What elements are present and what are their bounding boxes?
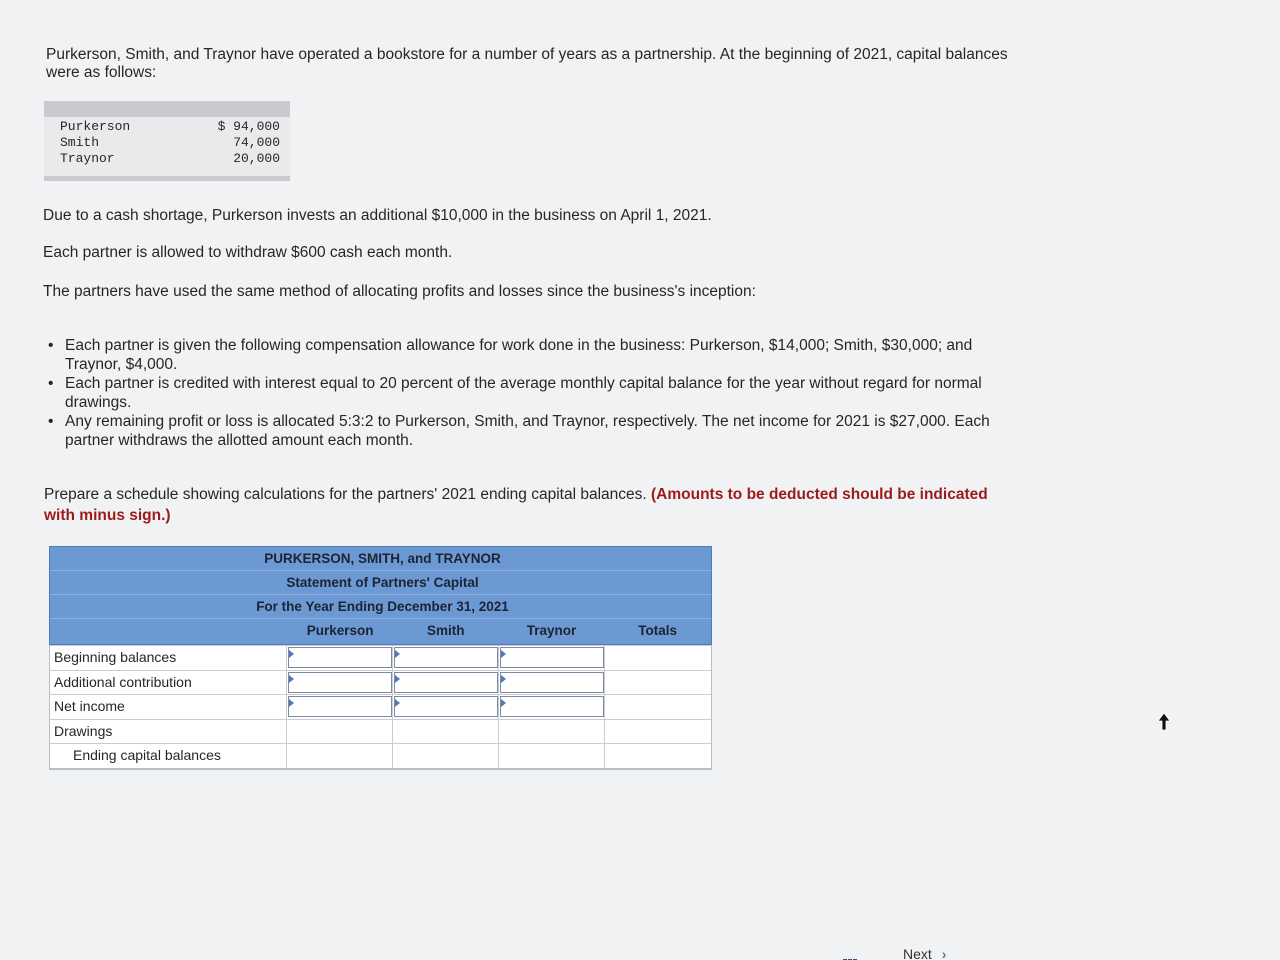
partner-amount: 20,000: [233, 151, 280, 166]
partner-name: Purkerson: [60, 119, 131, 134]
additional-contribution-traynor-input[interactable]: [500, 672, 604, 693]
table-cell: [499, 695, 605, 719]
row-label: Drawings: [50, 720, 287, 744]
beginning-balance-total-cell: [605, 646, 711, 670]
ending-balance-purkerson-cell: [287, 744, 393, 768]
additional-contribution-purkerson-input[interactable]: [288, 672, 392, 693]
drawings-total-cell: [605, 720, 711, 744]
table-cell: [393, 646, 499, 670]
drawings-smith-cell: [393, 720, 499, 744]
table-row: [50, 694, 711, 719]
partner-amount: $ 94,000: [217, 119, 280, 134]
row-label: Beginning balances: [50, 646, 287, 670]
statement-title: PURKERSON, SMITH, and TRAYNOR: [50, 547, 711, 571]
drawings-purkerson-cell: [287, 720, 393, 744]
beginning-balance-traynor-input[interactable]: [500, 647, 604, 668]
row-label: Additional contribution: [50, 671, 287, 695]
additional-contribution-smith-input[interactable]: [394, 672, 498, 693]
problem-intro: Purkerson, Smith, and Traynor have operated a bookstore for a number of years as a partnership. At the beginning of 2021, capital balances were as follows:: [46, 46, 1008, 81]
table-row: [50, 743, 711, 768]
table-row: [50, 719, 711, 744]
list-item: • Any remaining profit or loss is allocated 5:3:2 to Purkerson, Smith, and Traynor, respectively. The net income for 2021 is $27,000. Each partner withdraws the allotted amount each month.: [48, 412, 1028, 450]
drawings-traynor-cell: [499, 720, 605, 744]
column-headers: [50, 619, 711, 644]
input-marker-icon: [289, 650, 294, 658]
additional-contribution-total-cell: [605, 671, 711, 695]
input-marker-icon: [289, 699, 294, 707]
column-header-traynor: Traynor: [526, 623, 577, 638]
column-header-totals: Totals: [638, 623, 678, 638]
beginning-balance-purkerson-input[interactable]: [288, 647, 392, 668]
table-cell: [287, 695, 393, 719]
input-marker-icon: [501, 650, 506, 658]
chevron-right-icon: ›: [941, 946, 947, 960]
label-column-header: [50, 619, 287, 644]
net-income-purkerson-input[interactable]: [288, 696, 392, 717]
column-header-smith: Smith: [427, 623, 465, 638]
ending-balance-traynor-cell: [499, 744, 605, 768]
next-button[interactable]: [903, 946, 946, 960]
instruction: [44, 484, 994, 526]
row-label: Net income: [50, 695, 287, 719]
table-cell: [393, 695, 499, 719]
instruction-text: Prepare a schedule showing calculations for the partners' 2021 ending capital balances.: [44, 486, 647, 503]
table-cell: [287, 671, 393, 695]
next-label: Next: [903, 946, 932, 960]
capital-balances-table: [44, 101, 290, 181]
net-income-traynor-input[interactable]: [500, 696, 604, 717]
capital-row: [44, 119, 290, 135]
ending-balance-total-cell: [605, 744, 711, 768]
input-marker-icon: [501, 699, 506, 707]
row-label: Ending capital balances: [50, 744, 287, 768]
partner-amount: 74,000: [233, 135, 280, 150]
input-marker-icon: [395, 699, 400, 707]
input-marker-icon: [289, 675, 294, 683]
statement-body: [49, 645, 712, 770]
allocation-rules-list: [48, 336, 1028, 450]
net-income-smith-input[interactable]: [394, 696, 498, 717]
capital-row: [44, 135, 290, 151]
statement-header: [49, 546, 712, 645]
partner-name: Traynor: [60, 151, 115, 166]
table-row: [50, 645, 711, 670]
paragraph-allocation-method: The partners have used the same method of allocating profits and losses since the business's inception:: [43, 283, 756, 300]
beginning-balance-smith-input[interactable]: [394, 647, 498, 668]
net-income-total-cell: [605, 695, 711, 719]
grid-icon[interactable]: [843, 950, 859, 960]
table-row: [50, 670, 711, 695]
table-cell: [499, 646, 605, 670]
table-cell: [499, 671, 605, 695]
capital-row: [44, 151, 290, 167]
ending-balance-smith-cell: [393, 744, 499, 768]
list-item: • Each partner is given the following compensation allowance for work done in the business: Purkerson, $14,000; Smith, $30,000; and Traynor, $4,000.: [48, 336, 1028, 374]
statement-of-partners-capital: [49, 546, 712, 770]
table-cell: [393, 671, 499, 695]
table-cell: [287, 646, 393, 670]
paragraph-withdraw: Each partner is allowed to withdraw $600 cash each month.: [43, 244, 453, 261]
column-header-purkerson: Purkerson: [306, 623, 374, 638]
list-item: • Each partner is credited with interest equal to 20 percent of the average monthly capital balance for the year without regard for normal drawings.: [48, 374, 1028, 412]
statement-period: For the Year Ending December 31, 2021: [50, 595, 711, 619]
partner-name: Smith: [60, 135, 100, 150]
statement-subtitle: Statement of Partners' Capital: [50, 571, 711, 595]
input-marker-icon: [395, 675, 400, 683]
input-marker-icon: [501, 675, 506, 683]
paragraph-cash-shortage: Due to a cash shortage, Purkerson invests an additional $10,000 in the business on April 1, 2021.: [43, 207, 712, 224]
input-marker-icon: [395, 650, 400, 658]
instruction-note: (Amounts to be deducted should be indicated with minus sign.): [44, 486, 988, 524]
mouse-pointer-icon: [1157, 713, 1171, 731]
